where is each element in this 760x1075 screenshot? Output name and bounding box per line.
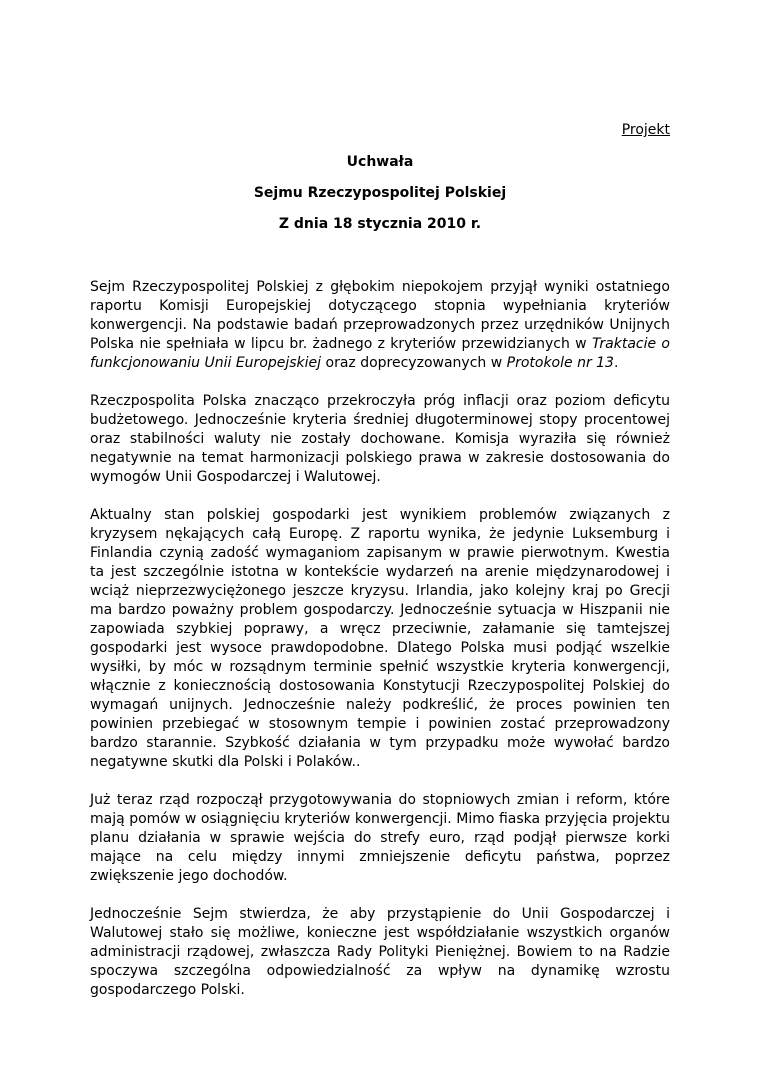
document-body: [90, 278, 670, 1019]
paragraph-1-text-a: Sejm Rzeczypospolitej Polskiej z głębokim niepokojem przyjął wyniki ostatniego raportu Komisji Europejskiej dotyczącego stopnia wypełniania kryteriów konwergencji. Na podstawie badań przeprowadzonych przez urzędników Unijnych Polska nie spełniała w lipcu br. żadnego z kryteriów przewidzianych w: [90, 279, 670, 352]
paragraph-4: Już teraz rząd rozpoczął przygotowywania do stopniowych zmian i reform, które mają pomów w osiągnięciu kryteriów konwergencji. Mimo fiaska przyjęcia projektu planu działania w sprawie wejścia do strefy euro, rząd podjął pierwsze korki mające na celu między innymi zmniejszenie deficytu państwa, poprzez zwiększenie jego dochodów.: [90, 792, 670, 884]
title-date: Z dnia 18 stycznia 2010 r.: [278, 216, 482, 232]
paragraph-1-text-c: .: [613, 355, 619, 371]
treaty-reference: Traktacie o funkcjonowaniu Unii Europejskiej: [90, 336, 670, 371]
paragraph-1: [90, 278, 670, 373]
title-resolution: Uchwała: [346, 154, 414, 170]
paragraph-1-text-b: oraz doprecyzowanych w: [321, 355, 507, 371]
paragraph-5: Jednocześnie Sejm stwierdza, że aby przystąpienie do Unii Gospodarczej i Walutowej stało się możliwe, konieczne jest współdziałanie wszystkich organów administracji rządowej, zwłaszcza Rady Polityki Pieniężnej. Bowiem to na Radzie spoczywa szczególna odpowiedzialność za wpływ na dynamikę wzrostu gospodarczego Polski.: [90, 906, 670, 998]
paragraph-3: Aktualny stan polskiej gospodarki jest wynikiem problemów związanych z kryzysem nękających całą Europę. Z raportu wynika, że jedynie Luksemburg i Finlandia czynią zadość wymaganiom zapisanym w prawie pierwotnym. Kwestia ta jest szczególnie istotna w kontekście wydarzeń na arenie międzynarodowej i wciąż nieprzezwyciężonego jeszcze kryzysu. Irlandia, jako kolejny kraj po Grecji ma bardzo poważny problem gospodarczy. Jednocześnie sytuacja w Hiszpanii nie zapowiada szybkiej poprawy, a wręcz przeciwnie, załamanie się tamtejszej gospodarki jest wysoce prawdopodobne. Dlatego Polska musi podjąć wszelkie wysiłki, by móc w rozsądnym terminie spełnić wszystkie kryteria konwergencji, włącznie z koniecznością dostosowania Konstytucji Rzeczypospolitej Polskiej do wymagań unijnych. Jednocześnie należy podkreślić, że proces powinien ten powinien przebiegać w stosownym tempie i powinien zostać przeprowadzony bardzo starannie. Szybkość działania w tym przypadku może wywołać bardzo negatywne skutki dla Polski i Polaków..: [90, 507, 670, 770]
paragraph-2: Rzeczpospolita Polska znacząco przekroczyła próg inflacji oraz poziom deficytu budżetowego. Jednocześnie kryteria średniej długoterminowej stopy procentowej oraz stabilności waluty nie zostały dochowane. Komisja wyraziła się również negatywnie na temat harmonizacji polskiego prawa w zakresie dostosowania do wymogów Unii Gospodarczej i Walutowej.: [90, 393, 670, 485]
document-title: [90, 153, 670, 246]
project-label: Projekt: [621, 122, 670, 138]
protocol-reference: Protokole nr 13: [506, 355, 614, 371]
title-issuer: Sejmu Rzeczypospolitej Polskiej: [253, 185, 507, 201]
